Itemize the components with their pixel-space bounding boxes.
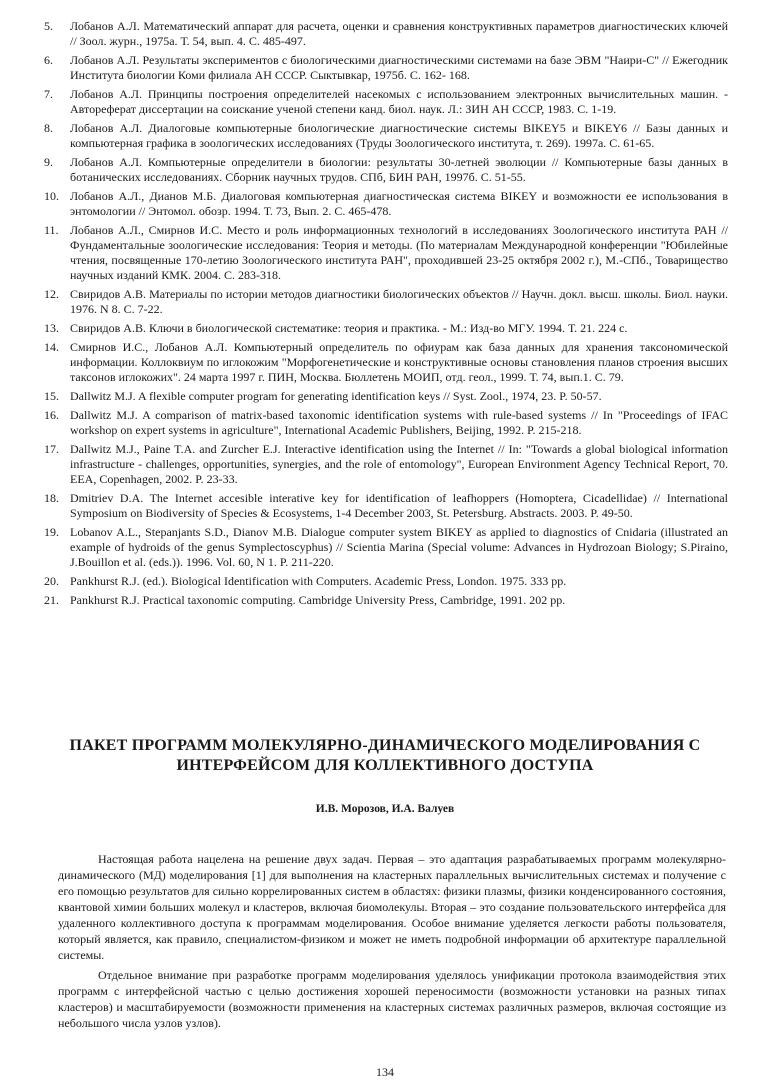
reference-text: Лобанов А.Л. Диалоговые компьютерные биологические диагностические системы BIKEY5 и BIKEY6 // Базы данных и компьютерная графика в зоологических исследованиях (Труды Зоологического института, т. 269). 1997а. С. 61-65.: [70, 121, 728, 150]
reference-item: [44, 593, 728, 608]
reference-number: 17.: [44, 442, 59, 456]
reference-text: Lobanov A.L., Stepanjants S.D., Dianov M.B. Dialogue computer system BIKEY as applied to diagnostics of Cnidaria (illustrated an example of hydroids of the genus Symplectoscyphus) // Scientia Marina (Special volume: Advances in Hydrozoan Biology; S.Piraino, J.Bouillon et al. (eds.)). 1996. Vol. 60, N 1. P. 211-220.: [70, 525, 728, 569]
article-title-line-2: ИНТЕРФЕЙСОМ ДЛЯ КОЛЛЕКТИВНОГО ДОСТУПА: [176, 757, 594, 774]
reference-text: Лобанов А.Л. Компьютерные определители в биологии: результаты 30-летней эволюции // Компьютерные базы данных в ботанических исследованиях. Сборник научных трудов. СПб, БИН РАН, 1997б. С. 51-55.: [70, 155, 728, 184]
reference-number: 11.: [44, 223, 59, 237]
reference-text: Pankhurst R.J. Practical taxonomic computing. Cambridge University Press, Cambridge, 1991. 202 pp.: [70, 593, 566, 607]
reference-item: [44, 19, 728, 49]
reference-text: Лобанов А.Л. Результаты экспериментов с биологическими диагностическими системами на базе ЭВМ "Наири-С" // Ежегодник Института биологии Коми филиала АН СССР. Сыктывкар, 1975б. С. 162- 168.: [70, 53, 728, 82]
reference-number: 12.: [44, 287, 59, 301]
reference-item: [44, 87, 728, 117]
reference-item: [44, 389, 728, 404]
reference-item: [44, 287, 728, 317]
reference-number: 6.: [44, 53, 53, 67]
reference-text: Dallwitz M.J. A flexible computer program for generating identification keys // Syst. Zool., 1974, 23. P. 50-57.: [70, 389, 602, 403]
reference-text: Лобанов А.Л., Смирнов И.С. Место и роль информационных технологий в исследованиях Зоологического института РАН // Фундаментальные зоологические исследования: Теория и методы. (По материалам Международной конференции "Юбилейные чтения, посвященные 170-летию Зоологического института РАН", проходившей 23-25 октября 2002 г.), М.-СПб., Товарищество научных изданий КМК. 2004. С. 283-318.: [70, 223, 728, 282]
reference-text: Dallwitz M.J. A comparison of matrix-based taxonomic identification systems with rule-based systems // In "Proceedings of IFAC workshop on expert systems in agriculture", International Academic Publishers, Beijing, 1992. P. 215-218.: [70, 408, 728, 437]
reference-item: [44, 525, 728, 570]
reference-text: Лобанов А.Л. Математический аппарат для расчета, оценки и сравнения конструктивных параметров диагностических ключей // Зоол. журн., 1975а. Т. 54, вып. 4. С. 485-497.: [70, 19, 728, 48]
body-paragraph: Отдельное внимание при разработке программ моделирования уделялось унификации протокола взаимодействия этих программ с интерфейсной частью с целью достижения хорошей переносимости (возможности установки на разных типах кластеров) и масштабируемости (возможности применения на кластерных системах различных размеров, включая состоящие из небольшого числа узлов узлов).: [58, 968, 726, 1030]
reference-text: Свиридов А.В. Материалы по истории методов диагностики биологических объектов // Научн. докл. высш. школы. Биол. науки. 1976. N 8. С. 7-22.: [70, 287, 728, 316]
reference-item: [44, 491, 728, 521]
article-body: [58, 851, 726, 1035]
reference-item: [44, 155, 728, 185]
body-paragraph: Настоящая работа нацелена на решение двух задач. Первая – это адаптация разрабатываемых программ молекулярно-динамического (МД) моделирования [1] для выполнения на кластерных параллельных вычислительных системах и получение с его помощью результатов для сильно коррелированных систем в областях: физики плазмы, физики конденсированного состояния, квантовой химии больших молекул и кластеров, включая биомолекулы. Вторая – это создание пользовательского интерфейса для удаленного коллективного доступа к программам моделирования. Особое внимание уделяется легкости работы пользователя, который является, как правило, специалистом-физиком и может не иметь подробной информации об архитектуре параллельной системы.: [58, 852, 726, 962]
reference-text: Смирнов И.С., Лобанов А.Л. Компьютерный определитель по офиурам как база данных для хранения таксономической информации. Коллоквиум по иглокожим "Морфогенетические и конструктивные основы становления планов строения высших таксонов иглокожих". 24 марта 1997 г. ПИН, Москва. Бюллетень МОИП, отд. геол., 1999. Т. 74, вып.1. С. 79.: [70, 340, 728, 384]
reference-number: 10.: [44, 189, 59, 203]
reference-list: [44, 19, 728, 612]
reference-number: 8.: [44, 121, 53, 135]
reference-number: 20.: [44, 574, 59, 588]
reference-item: [44, 408, 728, 438]
reference-number: 7.: [44, 87, 53, 101]
reference-number: 21.: [44, 593, 59, 607]
reference-number: 19.: [44, 525, 59, 539]
reference-number: 14.: [44, 340, 59, 354]
reference-number: 5.: [44, 19, 53, 33]
page-number: 134: [376, 1065, 394, 1079]
reference-number: 9.: [44, 155, 53, 169]
article-title-line-1: ПАКЕТ ПРОГРАММ МОЛЕКУЛЯРНО-ДИНАМИЧЕСКОГО МОДЕЛИРОВАНИЯ С: [69, 737, 701, 754]
reference-number: 15.: [44, 389, 59, 403]
reference-item: [44, 189, 728, 219]
article-title: [40, 736, 730, 776]
reference-number: 16.: [44, 408, 59, 422]
reference-item: [44, 53, 728, 83]
reference-text: Pankhurst R.J. (ed.). Biological Identification with Computers. Academic Press, London. 1975. 333 pp.: [70, 574, 567, 588]
reference-item: [44, 223, 728, 283]
reference-item: [44, 340, 728, 385]
article-authors: И.В. Морозов, И.А. Валуев: [315, 803, 455, 815]
reference-number: 13.: [44, 321, 59, 335]
reference-text: Лобанов А.Л., Дианов М.Б. Диалоговая компьютерная диагностическая система BIKEY и возможности ее использования в энтомологии // Энтомол. обозр. 1994. Т. 73, Вып. 2. С. 465-478.: [70, 189, 728, 218]
reference-item: [44, 574, 728, 589]
reference-text: Лобанов А.Л. Принципы построения определителей насекомых с использованием электронных вычислительных машин. - Автореферат диссертации на соискание ученой степени канд. биол. наук. Л.: ЗИН АН СССР, 1983. С. 1-19.: [70, 87, 728, 116]
reference-text: Свиридов А.В. Ключи в биологической систематике: теория и практика. - М.: Изд-во МГУ. 1994. Т. 21. 224 с.: [70, 321, 628, 335]
reference-item: [44, 442, 728, 487]
reference-text: Dallwitz M.J., Paine T.A. and Zurcher E.J. Interactive identification using the Internet // In: "Towards a global biological information infrastructure - challenges, opportunities, synergies, and the role of entomology", European Environment Agency Technical Report, 70. EEA, Copenhagen, 2002. P. 23-33.: [70, 442, 728, 486]
reference-item: [44, 321, 728, 336]
reference-text: Dmitriev D.A. The Internet accesible interative key for identification of leafhoppers (Homoptera, Cicadellidae) // International Symposium on Biodiversity of Species & Ecosystems, 1-4 December 2003, St. Petersburg. Abstracts. 2003. P. 49-50.: [70, 491, 728, 520]
reference-item: [44, 121, 728, 151]
reference-number: 18.: [44, 491, 59, 505]
